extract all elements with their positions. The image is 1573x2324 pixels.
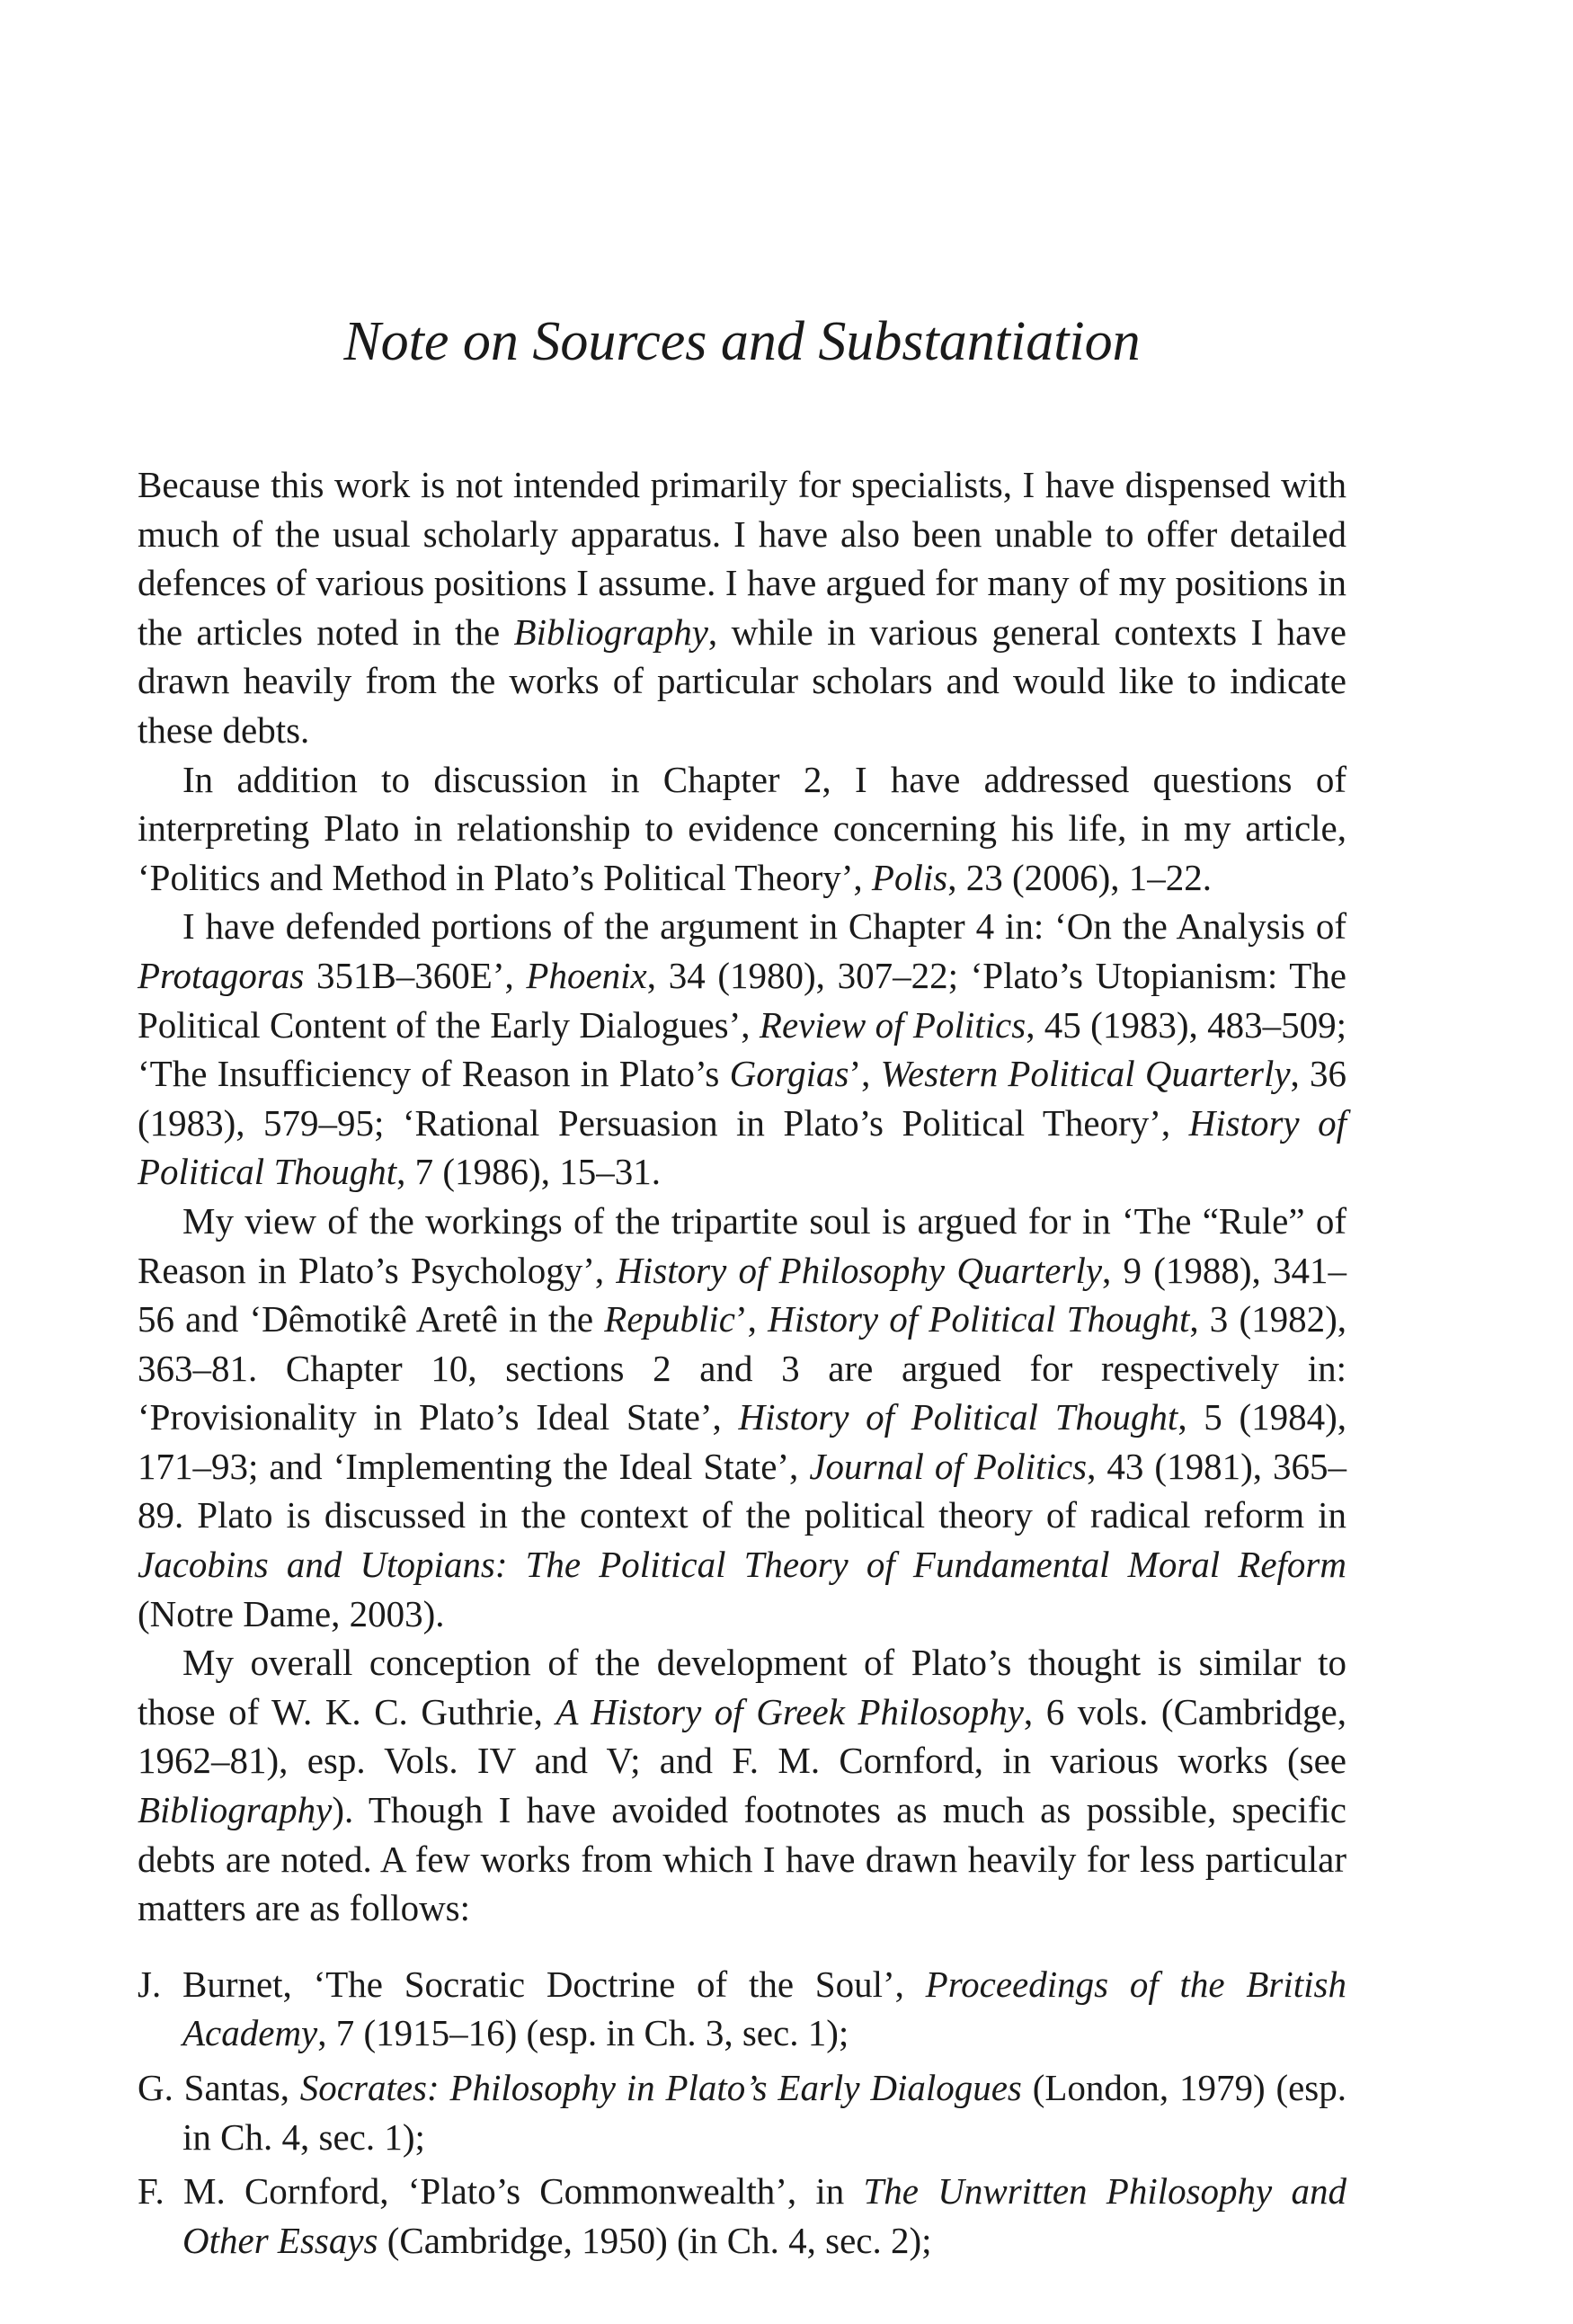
page-title: Note on Sources and Substantiation [343,311,1141,372]
reference-item [138,2167,1346,2265]
italic-text: Socrates: Philosophy in Plato’s Early Dialogues [299,2067,1022,2108]
paragraph [138,755,1346,903]
reference-item [138,1960,1346,2058]
italic-text: History of Political Thought [138,1101,1346,1193]
italic-text: Polis [871,856,948,898]
italic-text: Review of Politics [759,1003,1026,1046]
text-run: ). Though I have avoided footnotes as much as possible, specific debts are noted. A few works from which I have drawn heavily for less particular matters are as follows: [138,1789,1346,1929]
italic-text: The Unwritten Philosophy and Other Essays [182,2170,1346,2261]
text-run: My overall conception of the development of Plato’s thought is similar to those of W. K. C. Guthrie, [138,1642,1346,1732]
text-run: (London, 1979) (esp. in Ch. 4, sec. 1); [182,2067,1346,2158]
italic-text: Journal of Politics [809,1445,1088,1487]
text-run: , 34 (1980), 307–22; ‘Plato’s Utopianism: The Political Content of the Early Dialogues’, [138,954,1346,1046]
italic-text: Gorgias [729,1053,849,1095]
italic-text: Western Political Quarterly [880,1053,1291,1095]
text-run: , 9 (1988), 341–56 and ‘Dêmotikê Aretê in the [138,1249,1346,1340]
text-run: ’, [735,1298,769,1340]
text-run: (Cambridge, 1950) (in Ch. 4, sec. 2); [378,2219,932,2261]
italic-text: Republic [604,1298,736,1340]
paragraph [138,1197,1346,1638]
text-run: , while in various general contexts I have drawn heavily from the works of particular scholars and would like to indicate these debts. [138,610,1346,751]
paragraph [138,460,1346,755]
text-run: (Notre Dame, 2003). [138,1592,445,1634]
paragraph [138,1638,1346,1933]
text-run: J. Burnet, ‘The Socratic Doctrine of the Soul’, [138,1963,926,2005]
text-run: , 43 (1981), 365–89. Plato is discussed in the context of the political theory of radical reform in [138,1445,1347,1536]
text-run: I have defended portions of the argument in Chapter 4 in: ‘On the Analysis of [182,905,1346,948]
italic-text: History of Political Thought [738,1396,1178,1438]
italic-text: Proceedings of the British Academy [182,1963,1346,2054]
italic-text: Bibliography [513,610,708,653]
body-text [138,460,1346,1933]
page [138,306,1346,2270]
text-run: F. M. Cornford, ‘Plato’s Commonwealth’, in [138,2170,864,2213]
paragraph [138,902,1346,1197]
text-run: In addition to discussion in Chapter 2, I have addressed questions of interpreting Plato in relationship to evidence concerning his life, in my article, ‘Politics and Method in Plato’s Political Theory’, [138,758,1346,898]
text-run: , 7 (1986), 15–31. [396,1151,661,1193]
italic-text: History of Political Thought [768,1298,1190,1340]
text-run: , 5 (1984), 171–93; and ‘Implementing the Ideal State’, [138,1396,1347,1487]
text-run: , 45 (1983), 483–509; ‘The Insufficiency of Reason in Plato’s [138,1003,1347,1095]
text-run: ’, [849,1053,881,1095]
italic-text: Protagoras [138,954,305,996]
text-run: 351B–360E’, [304,954,527,996]
text-run: , 23 (2006), 1–22. [947,856,1213,898]
text-run: My view of the workings of the tripartite soul is argued for in ‘The “Rule” of Reason in Plato’s Psychology’, [138,1199,1346,1291]
italic-text: History of Philosophy Quarterly [616,1249,1103,1291]
reference-list [138,1960,1346,2266]
text-run: , 3 (1982), 363–81. Chapter 10, sections 2 and 3 are argued for respectively in: ‘Provisionality in Plato’s Ideal State’, [138,1298,1347,1438]
reference-item [138,2063,1346,2161]
text-run: , 6 vols. (Cambridge, 1962–81), esp. Vols. IV and V; and F. M. Cornford, in various works (see [138,1690,1347,1782]
italic-text: Jacobins and Utopians: The Political Theory of Fundamental Moral Reform [138,1544,1346,1586]
italic-text: A History of Greek Philosophy [555,1690,1024,1732]
text-run: Because this work is not intended primarily for specialists, I have dispensed with much of the usual scholarly apparatus. I have also been unable to offer detailed defences of various positions I assume. I have argued for many of my positions in the articles noted in the [138,464,1346,653]
text-run: G. Santas, [138,2067,300,2108]
italic-text: Phoenix [526,954,647,996]
italic-text: Bibliography [138,1789,333,1831]
text-run: , 7 (1915–16) (esp. in Ch. 3, sec. 1); [317,2012,849,2054]
text-run: , 36 (1983), 579–95; ‘Rational Persuasion in Plato’s Political Theory’, [138,1053,1347,1144]
